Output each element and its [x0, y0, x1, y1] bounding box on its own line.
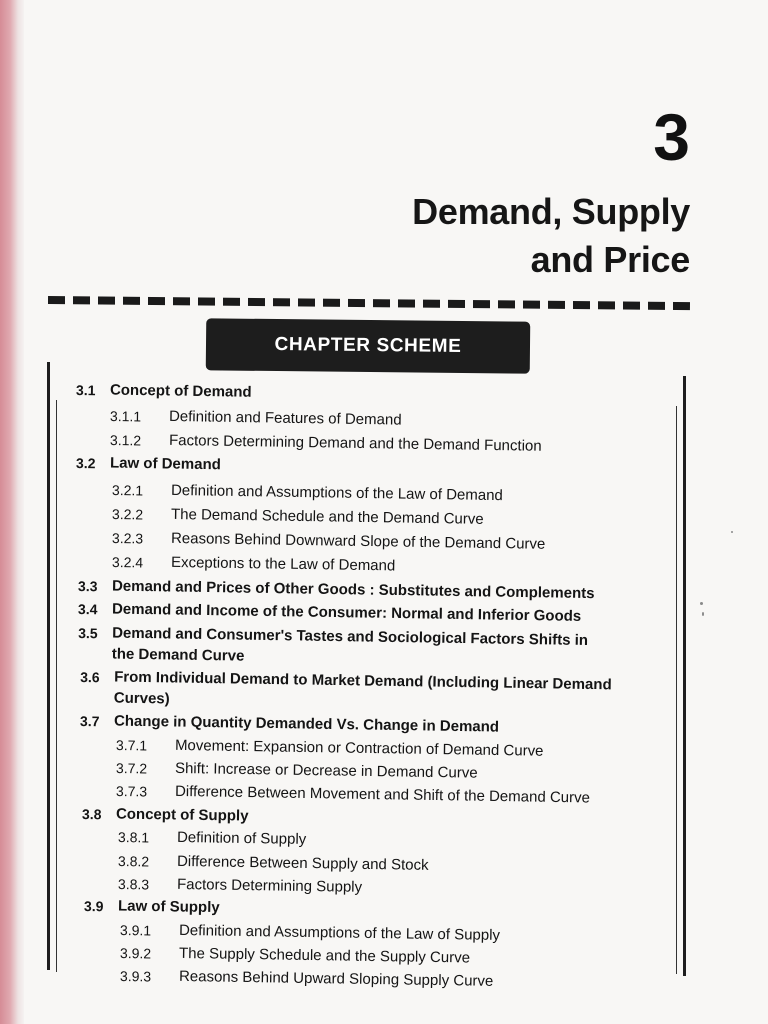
scheme-item-text: Reasons Behind Upward Sloping Supply Curve [178, 967, 494, 990]
scheme-item-number: 3.5 [78, 625, 98, 642]
scheme-item-number: 3.2.2 [111, 506, 144, 523]
chapter-title-line-1: Demand, Supply [412, 191, 690, 232]
scheme-item-text: Definition and Assumptions of the Law of Supply [178, 921, 501, 944]
scheme-item-text: Factors Determining Supply [176, 875, 363, 896]
scheme-item-number: 3.2.4 [111, 554, 144, 571]
scheme-item-number: 3.7 [79, 713, 100, 730]
scheme-item-text: Demand and Prices of Other Goods : Substitutes and Complements [111, 577, 595, 603]
scheme-item-text: Shift: Increase or Decrease in Demand Curve [174, 759, 478, 782]
scheme-item-text-continued: the Demand Curve [111, 645, 245, 665]
scheme-item-text: Concept of Supply [115, 805, 249, 825]
scheme-item-text: The Supply Schedule and the Supply Curve [178, 944, 471, 967]
scan-speck [700, 602, 703, 605]
scheme-item-text: Demand and Income of the Consumer: Normal and Inferior Goods [111, 600, 582, 625]
scheme-item-text: Movement: Expansion or Contraction of Demand Curve [174, 736, 544, 760]
scheme-item-number: 3.9 [83, 898, 104, 915]
scheme-item-text: Definition and Assumptions of the Law of Demand [170, 481, 503, 505]
scheme-item-number: 3.3 [77, 578, 98, 595]
scheme-item-number: 3.8.3 [117, 876, 150, 893]
scheme-item-text: Law of Supply [117, 897, 220, 917]
scheme-item-text: Exceptions to the Law of Demand [170, 553, 396, 575]
scheme-item-number: 3.1.2 [109, 432, 142, 449]
scheme-item-number: 3.4 [77, 601, 98, 618]
chapter-title-line-2: and Price [530, 239, 690, 280]
scheme-subsection-item [118, 851, 429, 877]
scheme-item-number: 3.9.2 [119, 945, 152, 962]
scheme-section-item [80, 667, 612, 716]
scheme-item-number: 3.7.1 [115, 737, 148, 754]
scheme-item-text: Concept of Demand [109, 381, 252, 401]
scheme-item-text: From Individual Demand to Market Demand (Including Linear Demand [114, 668, 612, 694]
scheme-item-text: Factors Determining Demand and the Demand Function [168, 431, 542, 455]
scheme-item-number: 3.2 [75, 455, 96, 472]
scheme-subsection-item [118, 827, 307, 851]
scheme-item-number: 3.9.3 [119, 968, 152, 985]
scheme-item-number: 3.8.1 [117, 829, 150, 846]
scan-speck [702, 612, 704, 616]
scheme-section-item [82, 804, 249, 828]
scheme-item-text: Difference Between Supply and Stock [176, 852, 429, 874]
scheme-item-text: Law of Demand [109, 454, 221, 474]
chapter-number: 3 [653, 100, 690, 174]
scheme-section-item [78, 623, 588, 672]
scheme-item-number: 3.2.1 [111, 482, 144, 499]
scheme-subsection-item [112, 480, 503, 507]
scheme-item-text: Demand and Consumer's Tastes and Sociological Factors Shifts in [112, 624, 589, 650]
scheme-item-text: Definition of Supply [176, 828, 307, 848]
scheme-item-text: The Demand Schedule and the Demand Curve [170, 505, 484, 528]
scheme-item-number: 3.1.1 [109, 408, 142, 425]
scheme-subsection-item [110, 406, 402, 432]
scheme-item-number: 3.2.3 [111, 530, 144, 547]
scheme-section-item [76, 380, 252, 404]
scheme-section-item [76, 453, 221, 476]
scheme-item-text: Difference Between Movement and Shift of the Demand Curve [174, 782, 591, 807]
chapter-scheme-heading: CHAPTER SCHEME [274, 334, 462, 357]
scheme-subsection-item [116, 758, 478, 785]
scheme-subsection-item [120, 966, 494, 993]
scheme-item-number: 3.8 [81, 806, 102, 823]
scheme-subsection-item [112, 504, 484, 531]
scheme-item-number: 3.7.2 [115, 760, 148, 777]
scheme-item-number: 3.6 [80, 669, 100, 686]
scan-speck [731, 531, 733, 533]
scheme-subsection-item [112, 552, 396, 577]
scheme-item-number: 3.7.3 [115, 783, 148, 800]
scheme-subsection-item [118, 874, 362, 899]
scheme-section-item [84, 896, 220, 919]
scheme-item-text: Change in Quantity Demanded Vs. Change in Demand [113, 712, 500, 736]
scheme-item-text-continued: Curves) [113, 689, 170, 708]
scheme-subsection-item [120, 943, 470, 969]
scheme-item-number: 3.1 [75, 382, 96, 399]
scheme-item-text: Reasons Behind Downward Slope of the Demand Curve [170, 529, 546, 553]
scheme-item-number: 3.8.2 [117, 853, 150, 870]
scheme-subsection-item [112, 528, 546, 556]
scheme-item-text: Definition and Features of Demand [168, 407, 402, 429]
scheme-item-number: 3.9.1 [119, 922, 152, 939]
